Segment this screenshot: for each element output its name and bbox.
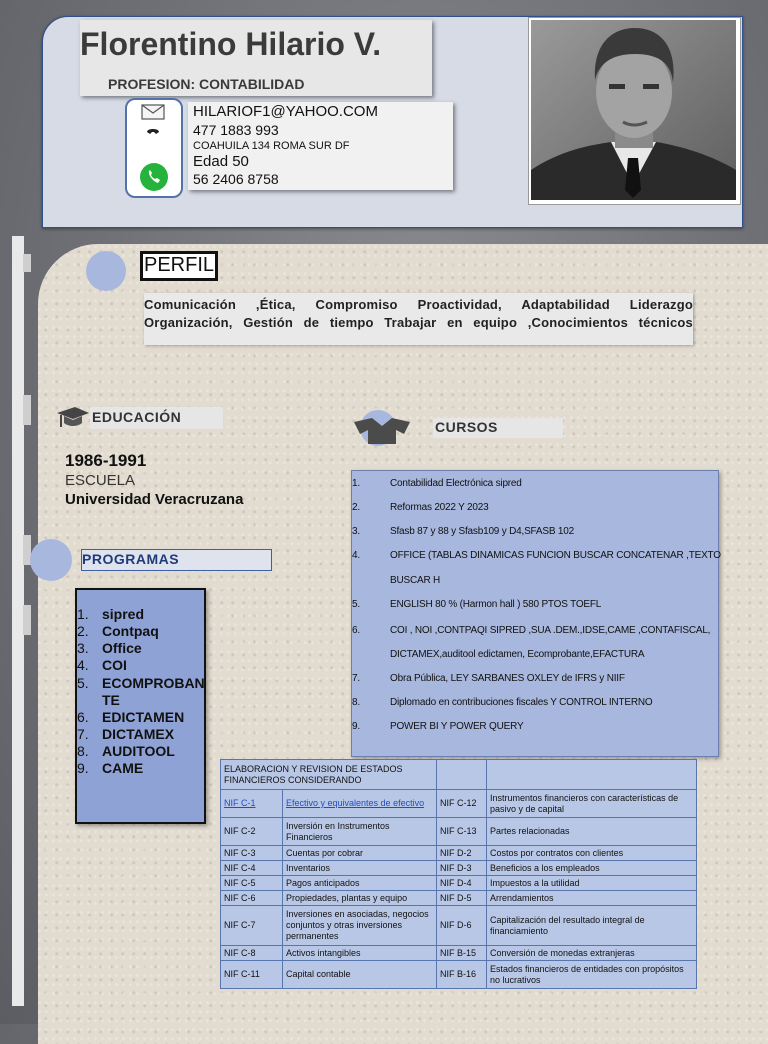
nif-link[interactable]: NIF C-1: [221, 790, 283, 818]
table-cell: Instrumentos financieros con características de pasivo y de capital: [487, 790, 697, 818]
table-cell: NIF C-2: [221, 818, 283, 846]
table-cell: NIF C-4: [221, 861, 283, 876]
table-row: [221, 861, 697, 876]
table-cell: NIF D-3: [437, 861, 487, 876]
table-cell: Capitalización del resultado integral de financiamiento: [487, 906, 697, 946]
course-number: 7.: [352, 673, 360, 684]
table-row: [221, 818, 697, 846]
program-text: Contpaq: [102, 623, 159, 639]
strip-tab: [23, 254, 31, 272]
course-text: DICTAMEX,auditool edictamen, Ecomprobante,EFACTURA: [390, 649, 645, 660]
address-text: COAHUILA 134 ROMA SUR DF: [193, 140, 350, 152]
table-header-cell: ELABORACION Y REVISION DE ESTADOS FINANCIEROS CONSIDERANDO: [221, 760, 437, 790]
course-number: 6.: [352, 625, 360, 636]
age-text: Edad 50: [193, 153, 249, 170]
course-number: 4.: [352, 550, 360, 561]
table-cell: Arrendamientos: [487, 891, 697, 906]
table-cell: NIF C-12: [437, 790, 487, 818]
table-cell: NIF C-11: [221, 961, 283, 989]
table-cell: NIF C-3: [221, 846, 283, 861]
table-cell: NIF D-5: [437, 891, 487, 906]
program-number: 6.: [77, 709, 89, 725]
table-cell: Impuestos a la utilidad: [487, 876, 697, 891]
nif-table: [220, 759, 697, 989]
program-text: sipred: [102, 606, 145, 622]
table-cell: NIF C-5: [221, 876, 283, 891]
table-cell: Propiedades, plantas y equipo: [283, 891, 437, 906]
program-number: 8.: [77, 743, 89, 759]
program-text: COI: [102, 657, 127, 673]
table-cell: NIF C-6: [221, 891, 283, 906]
whatsapp-number: 56 2406 8758: [193, 171, 279, 187]
table-cell: NIF D-6: [437, 906, 487, 946]
phone-icon: [145, 126, 161, 138]
education-title: EDUCACIÓN: [92, 409, 182, 425]
strip-tab: [23, 395, 31, 425]
course-number: 9.: [352, 721, 360, 732]
table-cell: Conversión de monedas extranjeras: [487, 946, 697, 961]
course-number: 8.: [352, 697, 360, 708]
education-years: 1986-1991: [65, 451, 147, 470]
program-number: 7.: [77, 726, 89, 742]
course-text: Obra Pública, LEY SARBANES OXLEY de IFRS y NIIF: [390, 673, 625, 684]
program-text: DICTAMEX: [102, 726, 175, 742]
table-cell: [437, 760, 487, 790]
cursos-title: CURSOS: [435, 419, 498, 435]
course-number: 1.: [352, 478, 360, 489]
program-number: 4.: [77, 657, 89, 673]
program-text: AUDITOOL: [102, 743, 175, 759]
perfil-title: PERFIL: [144, 254, 215, 276]
table-row: [221, 961, 697, 989]
table-row: [221, 876, 697, 891]
program-number: 9.: [77, 760, 89, 776]
course-text: Reformas 2022 Y 2023: [390, 502, 489, 513]
table-cell: Capital contable: [283, 961, 437, 989]
table-cell: [487, 760, 697, 790]
program-text: Office: [102, 640, 142, 656]
program-text: CAME: [102, 760, 144, 776]
table-cell: NIF B-16: [437, 961, 487, 989]
candidate-name: Florentino Hilario V.: [80, 26, 382, 62]
strip-tab: [23, 605, 31, 635]
course-text: OFFICE (TABLAS DINAMICAS FUNCION BUSCAR CONCATENAR ,TEXTO: [390, 550, 721, 561]
sweater-icon: [352, 416, 412, 446]
whatsapp-icon: [139, 162, 169, 192]
profession: PROFESION: CONTABILIDAD: [108, 76, 305, 92]
nif-link[interactable]: Efectivo y equivalentes de efectivo: [283, 790, 437, 818]
perfil-bullet: [86, 251, 126, 291]
program-number: 3.: [77, 640, 89, 656]
program-text: TE: [102, 692, 120, 708]
table-row: [221, 906, 697, 946]
program-number: 2.: [77, 623, 89, 639]
table-row: [221, 891, 697, 906]
table-cell: NIF C-8: [221, 946, 283, 961]
table-cell: Beneficios a los empleados: [487, 861, 697, 876]
course-text: Sfasb 87 y 88 y Sfasb109 y D4,SFASB 102: [390, 526, 574, 537]
phone-text: 477 1883 993: [193, 122, 279, 138]
table-cell: NIF D-4: [437, 876, 487, 891]
table-cell: Inversión en Instrumentos Financieros: [283, 818, 437, 846]
table-header-row: [221, 760, 697, 790]
course-text: POWER BI Y POWER QUERY: [390, 721, 524, 732]
graduation-cap-icon: [55, 405, 91, 431]
email-text: HILARIOF1@YAHOO.COM: [193, 103, 378, 120]
programs-title: PROGRAMAS: [82, 551, 180, 567]
program-number: 1.: [77, 606, 89, 622]
table-cell: Activos intangibles: [283, 946, 437, 961]
table-row: [221, 846, 697, 861]
table-cell: Inventarios: [283, 861, 437, 876]
education-school: Universidad Veracruzana: [65, 491, 244, 508]
course-text: COI , NOI ,CONTPAQI SIPRED ,SUA .DEM.,IDSE,CAME ,CONTAFISCAL,: [390, 625, 711, 636]
courses-box: [351, 470, 719, 757]
profile-photo: [531, 20, 736, 200]
table-cell: NIF C-7: [221, 906, 283, 946]
table-cell: NIF B-15: [437, 946, 487, 961]
programs-bullet: [30, 539, 72, 581]
table-cell: Partes relacionadas: [487, 818, 697, 846]
table-cell: Pagos anticipados: [283, 876, 437, 891]
education-school-label: ESCUELA: [65, 472, 136, 489]
program-text: ECOMPROBAN: [102, 675, 205, 691]
table-cell: Estados financieros de entidades con propósitos no lucrativos: [487, 961, 697, 989]
course-text: ENGLISH 80 % (Harmon hall ) 580 PTOS TOEFL: [390, 599, 602, 610]
course-text: BUSCAR H: [390, 575, 441, 586]
course-number: 3.: [352, 526, 360, 537]
program-text: EDICTAMEN: [102, 709, 185, 725]
table-cell: NIF C-13: [437, 818, 487, 846]
course-number: 2.: [352, 502, 360, 513]
contact-icons-panel: [125, 98, 183, 198]
table-cell: NIF D-2: [437, 846, 487, 861]
course-text: Contabilidad Electrónica sipred: [390, 478, 522, 489]
table-cell: Costos por contratos con clientes: [487, 846, 697, 861]
course-number: 5.: [352, 599, 360, 610]
table-row: [221, 790, 697, 818]
course-text: Diplomado en contribuciones fiscales Y CONTROL INTERNO: [390, 697, 653, 708]
table-cell: Inversiones en asociadas, negocios conjuntos y otras inversiones permanentes: [283, 906, 437, 946]
envelope-icon: [141, 104, 165, 120]
perfil-text: Comunicación ,Ética, Compromiso Proactividad, Adaptabilidad Liderazgo Organización, Gestión de tiempo Trabajar en equipo ,Conocimientos técnicos: [144, 297, 693, 330]
table-row: [221, 946, 697, 961]
table-cell: Cuentas por cobrar: [283, 846, 437, 861]
program-number: 5.: [77, 675, 89, 691]
